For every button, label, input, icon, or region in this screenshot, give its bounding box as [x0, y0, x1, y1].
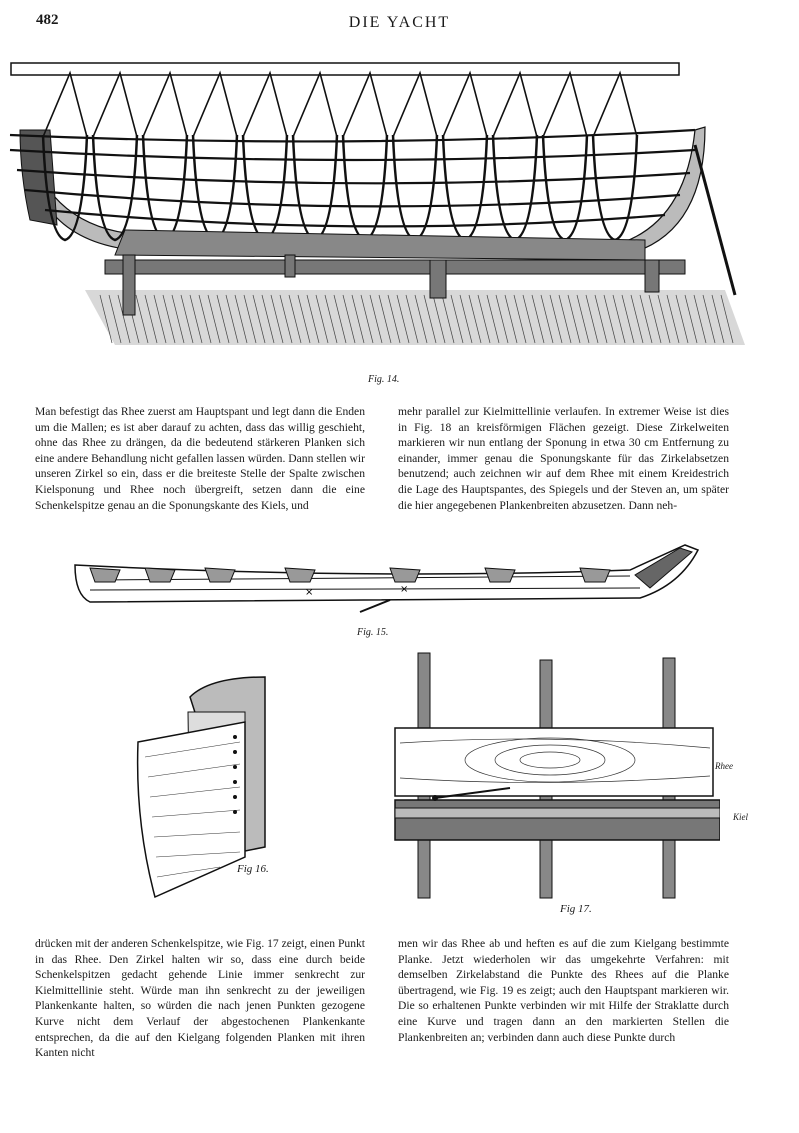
- paragraph: drücken mit der anderen Schenkelspitze, wie Fig. 17 zeigt, einen Punkt in das Rhee. Den Zirkel halten wir so, dass eine durch beide Schenkelspitzen gedacht gehende Linie immer senkrecht zur Kielmittellinie steht. Würde man ihn senkrecht zu der jeweiligen Plankenkante halten, so würden die nach jenen Punkten gezogene Kurve nicht dem Verlauf der abgestochenen Plankenkante entsprechen, da die auf den Kielgang folgenden Planken mit ihren Kanten nicht: [35, 937, 366, 1060]
- text-block-2-right: [398, 936, 729, 1045]
- figure-17-illustration: [390, 648, 720, 903]
- figure-15-caption: Fig. 15.: [357, 627, 389, 638]
- figure-17-label-kiel: Kiel: [733, 812, 748, 822]
- text-block-1-right: [398, 404, 729, 513]
- text-block-2-left: [35, 936, 365, 1061]
- paragraph: men wir das Rhee ab und heften es auf die zum Kielgang bestimmte Planke. Jetzt wiederholen wir das umgekehrte Verfahren: mit demselben Zirkelabstand die Punkte des Rhees auf die Planke übertragend, wie Fig. 19 es zeigt; auch den Hauptspant markieren wir. Die so erhaltenen Punkte verbinden wir mit Hilfe der Straklatte durch eine Kurve und tragen dann an den markierten Stellen die Plankenbreiten an; verbinden dann auch diese Punkte durch: [398, 937, 729, 1044]
- svg-text:×: ×: [305, 587, 314, 598]
- figure-14-caption: Fig. 14.: [368, 374, 400, 385]
- text-block-1-left: [35, 404, 365, 513]
- svg-text:×: ×: [400, 584, 409, 595]
- figure-17-caption: Fig 17.: [560, 903, 592, 915]
- paragraph: Man befestigt das Rhee zuerst am Hauptspant und legt dann die Enden um die Mallen; es ist aber darauf zu achten, dass das willig geschieht, ohne das Rhee zu drängen, da die bedeutend stärkeren Planken sich eine andere Behandlung nicht gefallen lassen würden. Dann stellen wir unseren Zirkel so ein, dass er die breiteste Stelle der Spalte zwischen Kielsponung und Rhee noch übergreift, setzen dann die eine Schenkelspitze genau an die Sponungskante des Kiels, und: [35, 405, 365, 512]
- page-number: 482: [36, 12, 59, 28]
- figure-14-illustration: [5, 55, 765, 355]
- figure-16-caption: Fig 16.: [237, 863, 269, 875]
- figure-15-illustration: [70, 540, 710, 620]
- figure-17-label-rhee: Rhee: [715, 761, 733, 771]
- paragraph: mehr parallel zur Kielmittellinie verlaufen. In extremer Weise ist dies in Fig. 18 an kreisförmigen Flächen gezeigt. Diese Zirkelweiten markieren wir nun entlang der Sponung in etwa 30 cm Entfernung zu einander, immer genau die Sponungskante für das Zirkelabsetzen benutzend; auch zeichnen wir auf dem Rhee mit einem Kreidestrich die Lage des Hauptspantes, des Spiegels und der Steven an, um später die hier angegebenen Plankenbreiten abzusetzen. Dann neh-: [398, 405, 729, 512]
- running-title: DIE YACHT: [348, 14, 451, 31]
